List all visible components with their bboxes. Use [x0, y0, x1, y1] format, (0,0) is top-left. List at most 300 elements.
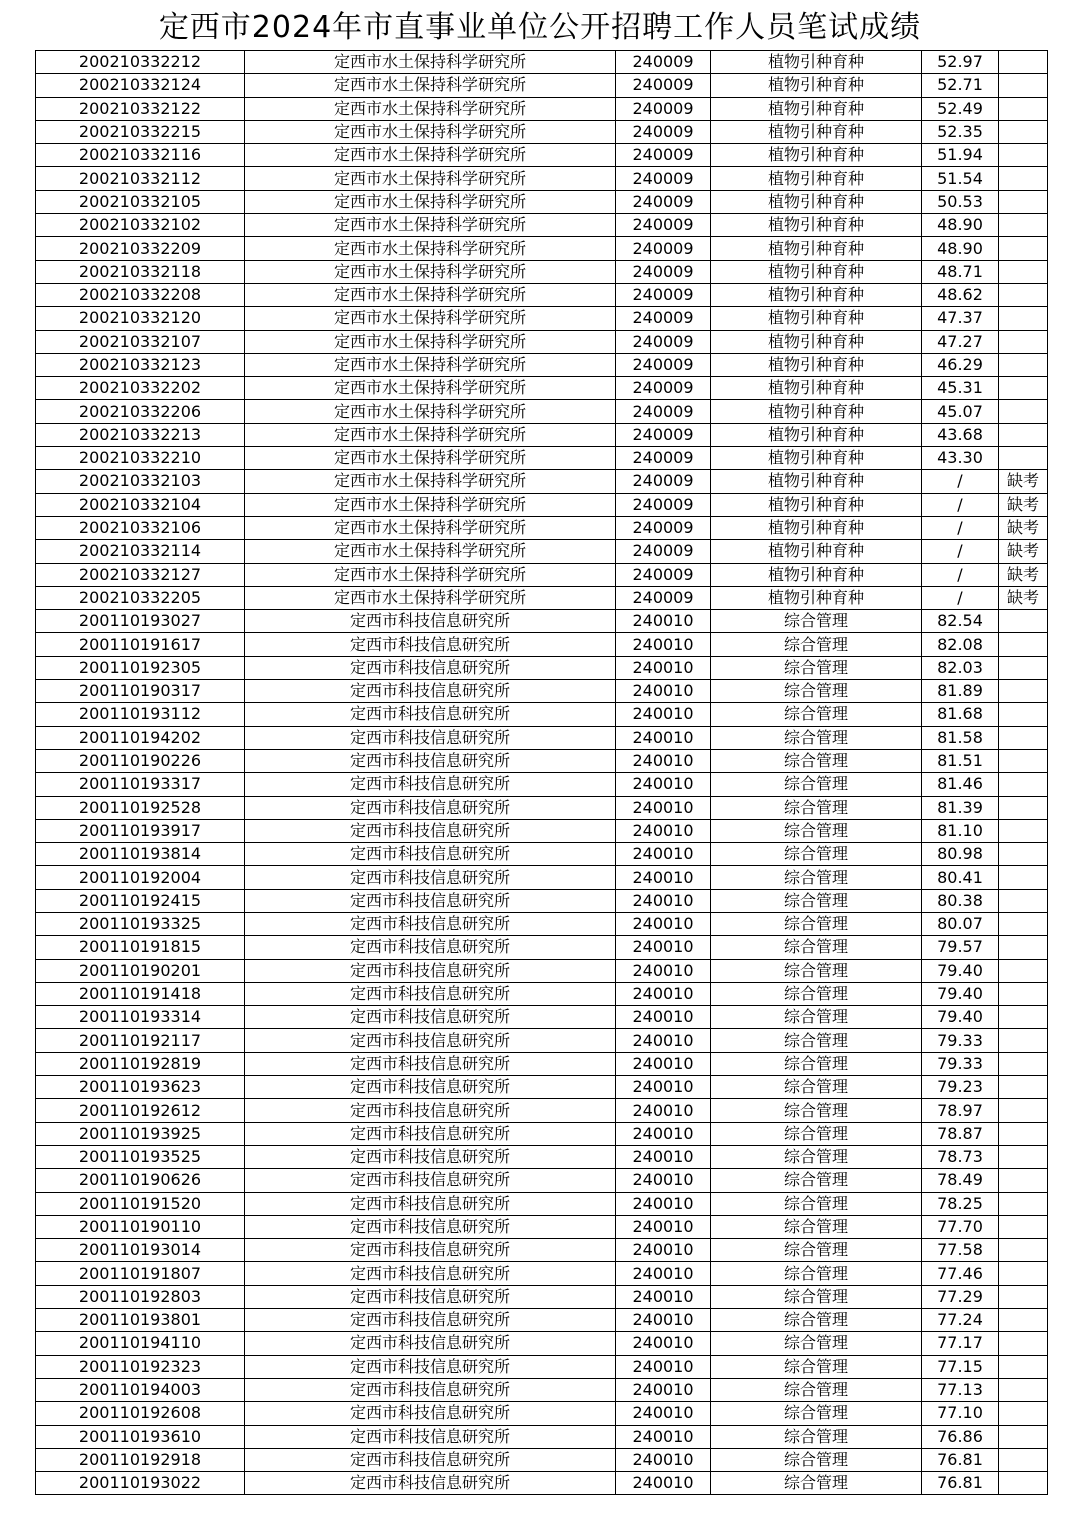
remark-cell: [999, 1285, 1048, 1308]
exam-number-cell: 200210332202: [36, 377, 245, 400]
position-name-cell: 综合管理: [711, 1355, 922, 1378]
employer-cell: 定西市科技信息研究所: [245, 1425, 616, 1448]
exam-number-cell: 200110194003: [36, 1378, 245, 1401]
table-row: [36, 260, 1048, 283]
employer-cell: 定西市科技信息研究所: [245, 982, 616, 1005]
table-row: [36, 516, 1048, 539]
table-row: [36, 1122, 1048, 1145]
position-name-cell: 植物引种育种: [711, 283, 922, 306]
employer-cell: 定西市科技信息研究所: [245, 1006, 616, 1029]
score-cell: 82.54: [922, 610, 999, 633]
position-name-cell: 综合管理: [711, 1215, 922, 1238]
table-row: [36, 144, 1048, 167]
table-row: [36, 1355, 1048, 1378]
remark-cell: [999, 144, 1048, 167]
position-code-cell: 240010: [616, 703, 711, 726]
table-row: [36, 703, 1048, 726]
score-cell: 81.39: [922, 796, 999, 819]
table-row: [36, 819, 1048, 842]
position-name-cell: 植物引种育种: [711, 260, 922, 283]
position-code-cell: 240010: [616, 1285, 711, 1308]
exam-number-cell: 200110192305: [36, 656, 245, 679]
table-row: [36, 1076, 1048, 1099]
exam-number-cell: 200110193022: [36, 1472, 245, 1495]
employer-cell: 定西市科技信息研究所: [245, 633, 616, 656]
position-name-cell: 综合管理: [711, 1262, 922, 1285]
position-name-cell: 植物引种育种: [711, 540, 922, 563]
score-cell: 80.41: [922, 866, 999, 889]
remark-cell: 缺考: [999, 540, 1048, 563]
remark-cell: [999, 1472, 1048, 1495]
table-row: [36, 982, 1048, 1005]
table-row: [36, 353, 1048, 376]
position-name-cell: 综合管理: [711, 1472, 922, 1495]
table-row: [36, 1239, 1048, 1262]
position-code-cell: 240010: [616, 726, 711, 749]
exam-number-cell: 200110192608: [36, 1402, 245, 1425]
exam-number-cell: 200210332105: [36, 190, 245, 213]
employer-cell: 定西市水土保持科学研究所: [245, 74, 616, 97]
score-cell: 48.90: [922, 237, 999, 260]
position-name-cell: 综合管理: [711, 610, 922, 633]
exam-number-cell: 200110192803: [36, 1285, 245, 1308]
table-row: [36, 936, 1048, 959]
score-cell: 77.70: [922, 1215, 999, 1238]
employer-cell: 定西市科技信息研究所: [245, 1076, 616, 1099]
position-name-cell: 综合管理: [711, 749, 922, 772]
table-row: [36, 1309, 1048, 1332]
position-name-cell: 综合管理: [711, 1052, 922, 1075]
position-name-cell: 植物引种育种: [711, 74, 922, 97]
employer-cell: 定西市水土保持科学研究所: [245, 237, 616, 260]
exam-number-cell: 200210332112: [36, 167, 245, 190]
score-table: [35, 50, 1048, 1495]
position-name-cell: 综合管理: [711, 959, 922, 982]
position-code-cell: 240009: [616, 214, 711, 237]
position-name-cell: 植物引种育种: [711, 353, 922, 376]
table-row: [36, 1472, 1048, 1495]
remark-cell: [999, 1145, 1048, 1168]
table-row: [36, 1262, 1048, 1285]
score-cell: 78.97: [922, 1099, 999, 1122]
position-name-cell: 植物引种育种: [711, 120, 922, 143]
table-row: [36, 540, 1048, 563]
employer-cell: 定西市科技信息研究所: [245, 680, 616, 703]
table-row: [36, 1402, 1048, 1425]
score-cell: 48.62: [922, 283, 999, 306]
exam-number-cell: 200210332102: [36, 214, 245, 237]
position-code-cell: 240009: [616, 447, 711, 470]
table-row: [36, 1099, 1048, 1122]
score-cell: 77.10: [922, 1402, 999, 1425]
employer-cell: 定西市科技信息研究所: [245, 656, 616, 679]
remark-cell: [999, 214, 1048, 237]
table-row: [36, 120, 1048, 143]
table-row: [36, 1145, 1048, 1168]
position-name-cell: 植物引种育种: [711, 214, 922, 237]
exam-number-cell: 200110192415: [36, 889, 245, 912]
exam-number-cell: 200210332210: [36, 447, 245, 470]
remark-cell: [999, 726, 1048, 749]
position-name-cell: 植物引种育种: [711, 330, 922, 353]
employer-cell: 定西市科技信息研究所: [245, 843, 616, 866]
position-code-cell: 240010: [616, 1402, 711, 1425]
remark-cell: [999, 680, 1048, 703]
position-name-cell: 综合管理: [711, 1239, 922, 1262]
position-code-cell: 240010: [616, 1448, 711, 1471]
position-code-cell: 240010: [616, 889, 711, 912]
position-name-cell: 植物引种育种: [711, 516, 922, 539]
exam-number-cell: 200110191807: [36, 1262, 245, 1285]
position-name-cell: 植物引种育种: [711, 447, 922, 470]
exam-number-cell: 200110190110: [36, 1215, 245, 1238]
score-cell: 76.81: [922, 1472, 999, 1495]
exam-number-cell: 200110190201: [36, 959, 245, 982]
score-cell: 47.27: [922, 330, 999, 353]
table-row: [36, 237, 1048, 260]
position-code-cell: 240010: [616, 1309, 711, 1332]
remark-cell: [999, 1378, 1048, 1401]
position-name-cell: 综合管理: [711, 1378, 922, 1401]
position-code-cell: 240010: [616, 1472, 711, 1495]
exam-number-cell: 200210332213: [36, 423, 245, 446]
score-cell: /: [922, 493, 999, 516]
position-name-cell: 植物引种育种: [711, 563, 922, 586]
position-name-cell: 综合管理: [711, 633, 922, 656]
position-name-cell: 综合管理: [711, 1402, 922, 1425]
remark-cell: 缺考: [999, 470, 1048, 493]
score-cell: /: [922, 563, 999, 586]
remark-cell: [999, 353, 1048, 376]
position-name-cell: 综合管理: [711, 1332, 922, 1355]
employer-cell: 定西市科技信息研究所: [245, 1052, 616, 1075]
position-code-cell: 240009: [616, 330, 711, 353]
remark-cell: [999, 377, 1048, 400]
position-name-cell: 综合管理: [711, 796, 922, 819]
score-cell: 76.81: [922, 1448, 999, 1471]
employer-cell: 定西市科技信息研究所: [245, 749, 616, 772]
employer-cell: 定西市科技信息研究所: [245, 1029, 616, 1052]
position-name-cell: 综合管理: [711, 843, 922, 866]
remark-cell: [999, 912, 1048, 935]
exam-number-cell: 200110192918: [36, 1448, 245, 1471]
position-code-cell: 240010: [616, 1099, 711, 1122]
position-code-cell: 240010: [616, 819, 711, 842]
position-code-cell: 240009: [616, 586, 711, 609]
score-cell: 80.98: [922, 843, 999, 866]
remark-cell: [999, 423, 1048, 446]
position-code-cell: 240010: [616, 1425, 711, 1448]
position-code-cell: 240010: [616, 1052, 711, 1075]
position-code-cell: 240010: [616, 680, 711, 703]
score-cell: 45.31: [922, 377, 999, 400]
score-cell: 81.68: [922, 703, 999, 726]
remark-cell: [999, 190, 1048, 213]
position-name-cell: 植物引种育种: [711, 493, 922, 516]
employer-cell: 定西市水土保持科学研究所: [245, 423, 616, 446]
score-cell: 78.25: [922, 1192, 999, 1215]
remark-cell: [999, 1099, 1048, 1122]
table-row: [36, 1006, 1048, 1029]
score-cell: 77.58: [922, 1239, 999, 1262]
score-cell: 43.30: [922, 447, 999, 470]
exam-number-cell: 200110192323: [36, 1355, 245, 1378]
employer-cell: 定西市水土保持科学研究所: [245, 144, 616, 167]
position-code-cell: 240009: [616, 377, 711, 400]
position-name-cell: 综合管理: [711, 703, 922, 726]
score-cell: 81.10: [922, 819, 999, 842]
score-cell: 79.40: [922, 959, 999, 982]
remark-cell: 缺考: [999, 586, 1048, 609]
table-row: [36, 377, 1048, 400]
table-row: [36, 912, 1048, 935]
score-cell: 81.51: [922, 749, 999, 772]
score-cell: 78.49: [922, 1169, 999, 1192]
table-row: [36, 214, 1048, 237]
score-cell: /: [922, 470, 999, 493]
employer-cell: 定西市科技信息研究所: [245, 819, 616, 842]
remark-cell: [999, 1006, 1048, 1029]
employer-cell: 定西市科技信息研究所: [245, 1285, 616, 1308]
table-row: [36, 656, 1048, 679]
remark-cell: [999, 1215, 1048, 1238]
table-row: [36, 1052, 1048, 1075]
remark-cell: [999, 307, 1048, 330]
employer-cell: 定西市科技信息研究所: [245, 866, 616, 889]
exam-number-cell: 200110193314: [36, 1006, 245, 1029]
position-code-cell: 240009: [616, 470, 711, 493]
table-row: [36, 843, 1048, 866]
score-cell: 48.71: [922, 260, 999, 283]
position-name-cell: 综合管理: [711, 1145, 922, 1168]
score-table-body: [36, 51, 1048, 1495]
exam-number-cell: 200210332104: [36, 493, 245, 516]
table-row: [36, 74, 1048, 97]
table-row: [36, 493, 1048, 516]
score-cell: 79.57: [922, 936, 999, 959]
remark-cell: [999, 51, 1048, 74]
exam-number-cell: 200210332206: [36, 400, 245, 423]
position-code-cell: 240010: [616, 1332, 711, 1355]
remark-cell: [999, 97, 1048, 120]
employer-cell: 定西市水土保持科学研究所: [245, 353, 616, 376]
employer-cell: 定西市科技信息研究所: [245, 936, 616, 959]
remark-cell: [999, 1052, 1048, 1075]
remark-cell: [999, 656, 1048, 679]
position-code-cell: 240010: [616, 1006, 711, 1029]
table-row: [36, 1169, 1048, 1192]
position-name-cell: 综合管理: [711, 936, 922, 959]
score-cell: 79.23: [922, 1076, 999, 1099]
exam-number-cell: 200110193325: [36, 912, 245, 935]
exam-number-cell: 200110190226: [36, 749, 245, 772]
position-name-cell: 综合管理: [711, 1192, 922, 1215]
position-code-cell: 240010: [616, 959, 711, 982]
remark-cell: 缺考: [999, 516, 1048, 539]
employer-cell: 定西市水土保持科学研究所: [245, 470, 616, 493]
position-name-cell: 综合管理: [711, 889, 922, 912]
employer-cell: 定西市水土保持科学研究所: [245, 447, 616, 470]
score-cell: 77.17: [922, 1332, 999, 1355]
remark-cell: 缺考: [999, 563, 1048, 586]
remark-cell: [999, 1425, 1048, 1448]
exam-number-cell: 200110193814: [36, 843, 245, 866]
position-code-cell: 240009: [616, 260, 711, 283]
employer-cell: 定西市科技信息研究所: [245, 726, 616, 749]
exam-number-cell: 200110193027: [36, 610, 245, 633]
position-name-cell: 综合管理: [711, 680, 922, 703]
position-name-cell: 植物引种育种: [711, 400, 922, 423]
position-name-cell: 植物引种育种: [711, 51, 922, 74]
remark-cell: [999, 959, 1048, 982]
score-cell: 50.53: [922, 190, 999, 213]
position-name-cell: 植物引种育种: [711, 423, 922, 446]
remark-cell: [999, 1122, 1048, 1145]
remark-cell: [999, 843, 1048, 866]
table-row: [36, 307, 1048, 330]
exam-number-cell: 200110190317: [36, 680, 245, 703]
remark-cell: [999, 1309, 1048, 1332]
position-code-cell: 240009: [616, 190, 711, 213]
exam-number-cell: 200110191418: [36, 982, 245, 1005]
exam-number-cell: 200110191617: [36, 633, 245, 656]
table-row: [36, 1448, 1048, 1471]
employer-cell: 定西市科技信息研究所: [245, 703, 616, 726]
position-name-cell: 植物引种育种: [711, 586, 922, 609]
remark-cell: [999, 447, 1048, 470]
employer-cell: 定西市水土保持科学研究所: [245, 563, 616, 586]
exam-number-cell: 200110193917: [36, 819, 245, 842]
position-name-cell: 植物引种育种: [711, 167, 922, 190]
score-cell: 77.15: [922, 1355, 999, 1378]
employer-cell: 定西市科技信息研究所: [245, 1378, 616, 1401]
employer-cell: 定西市科技信息研究所: [245, 1239, 616, 1262]
exam-number-cell: 200210332114: [36, 540, 245, 563]
remark-cell: [999, 773, 1048, 796]
position-code-cell: 240009: [616, 74, 711, 97]
score-cell: /: [922, 540, 999, 563]
employer-cell: 定西市科技信息研究所: [245, 959, 616, 982]
position-code-cell: 240009: [616, 144, 711, 167]
remark-cell: [999, 330, 1048, 353]
exam-number-cell: 200110190626: [36, 1169, 245, 1192]
employer-cell: 定西市水土保持科学研究所: [245, 214, 616, 237]
table-row: [36, 51, 1048, 74]
exam-number-cell: 200110191815: [36, 936, 245, 959]
position-code-cell: 240009: [616, 237, 711, 260]
position-name-cell: 植物引种育种: [711, 97, 922, 120]
remark-cell: [999, 1169, 1048, 1192]
employer-cell: 定西市水土保持科学研究所: [245, 330, 616, 353]
remark-cell: [999, 167, 1048, 190]
position-code-cell: 240010: [616, 866, 711, 889]
table-row: [36, 1029, 1048, 1052]
table-row: [36, 633, 1048, 656]
remark-cell: [999, 610, 1048, 633]
employer-cell: 定西市水土保持科学研究所: [245, 51, 616, 74]
exam-number-cell: 200110192612: [36, 1099, 245, 1122]
remark-cell: 缺考: [999, 493, 1048, 516]
table-row: [36, 470, 1048, 493]
remark-cell: [999, 936, 1048, 959]
employer-cell: 定西市水土保持科学研究所: [245, 97, 616, 120]
remark-cell: [999, 1402, 1048, 1425]
score-cell: 77.46: [922, 1262, 999, 1285]
remark-cell: [999, 749, 1048, 772]
table-row: [36, 586, 1048, 609]
position-name-cell: 综合管理: [711, 1099, 922, 1122]
position-code-cell: 240009: [616, 400, 711, 423]
position-code-cell: 240010: [616, 1239, 711, 1262]
remark-cell: [999, 889, 1048, 912]
employer-cell: 定西市水土保持科学研究所: [245, 377, 616, 400]
employer-cell: 定西市科技信息研究所: [245, 1355, 616, 1378]
remark-cell: [999, 74, 1048, 97]
score-cell: 52.49: [922, 97, 999, 120]
remark-cell: [999, 1192, 1048, 1215]
position-name-cell: 综合管理: [711, 819, 922, 842]
position-code-cell: 240010: [616, 1215, 711, 1238]
remark-cell: [999, 633, 1048, 656]
position-name-cell: 综合管理: [711, 1029, 922, 1052]
employer-cell: 定西市科技信息研究所: [245, 1472, 616, 1495]
exam-number-cell: 200110193112: [36, 703, 245, 726]
score-cell: 51.54: [922, 167, 999, 190]
score-cell: 45.07: [922, 400, 999, 423]
position-name-cell: 综合管理: [711, 982, 922, 1005]
exam-number-cell: 200210332212: [36, 51, 245, 74]
remark-cell: [999, 120, 1048, 143]
position-name-cell: 综合管理: [711, 1006, 922, 1029]
position-code-cell: 240009: [616, 563, 711, 586]
position-name-cell: 植物引种育种: [711, 237, 922, 260]
remark-cell: [999, 703, 1048, 726]
table-row: [36, 167, 1048, 190]
position-code-cell: 240010: [616, 1192, 711, 1215]
table-row: [36, 447, 1048, 470]
score-cell: 52.71: [922, 74, 999, 97]
page-title: 定西市2024年市直事业单位公开招聘工作人员笔试成绩: [158, 10, 922, 45]
score-cell: 81.46: [922, 773, 999, 796]
exam-number-cell: 200110192819: [36, 1052, 245, 1075]
exam-number-cell: 200210332205: [36, 586, 245, 609]
exam-number-cell: 200210332209: [36, 237, 245, 260]
score-cell: 78.87: [922, 1122, 999, 1145]
employer-cell: 定西市科技信息研究所: [245, 1099, 616, 1122]
position-code-cell: 240010: [616, 656, 711, 679]
position-code-cell: 240009: [616, 493, 711, 516]
table-row: [36, 1332, 1048, 1355]
employer-cell: 定西市科技信息研究所: [245, 889, 616, 912]
remark-cell: [999, 1076, 1048, 1099]
employer-cell: 定西市水土保持科学研究所: [245, 307, 616, 330]
employer-cell: 定西市科技信息研究所: [245, 1192, 616, 1215]
table-row: [36, 749, 1048, 772]
position-code-cell: 240010: [616, 1076, 711, 1099]
remark-cell: [999, 1239, 1048, 1262]
score-cell: 78.73: [922, 1145, 999, 1168]
employer-cell: 定西市科技信息研究所: [245, 1169, 616, 1192]
table-row: [36, 889, 1048, 912]
position-code-cell: 240009: [616, 51, 711, 74]
score-cell: 79.33: [922, 1052, 999, 1075]
remark-cell: [999, 283, 1048, 306]
score-cell: 47.37: [922, 307, 999, 330]
score-cell: 46.29: [922, 353, 999, 376]
exam-number-cell: 200110192117: [36, 1029, 245, 1052]
position-name-cell: 植物引种育种: [711, 470, 922, 493]
exam-number-cell: 200110193623: [36, 1076, 245, 1099]
